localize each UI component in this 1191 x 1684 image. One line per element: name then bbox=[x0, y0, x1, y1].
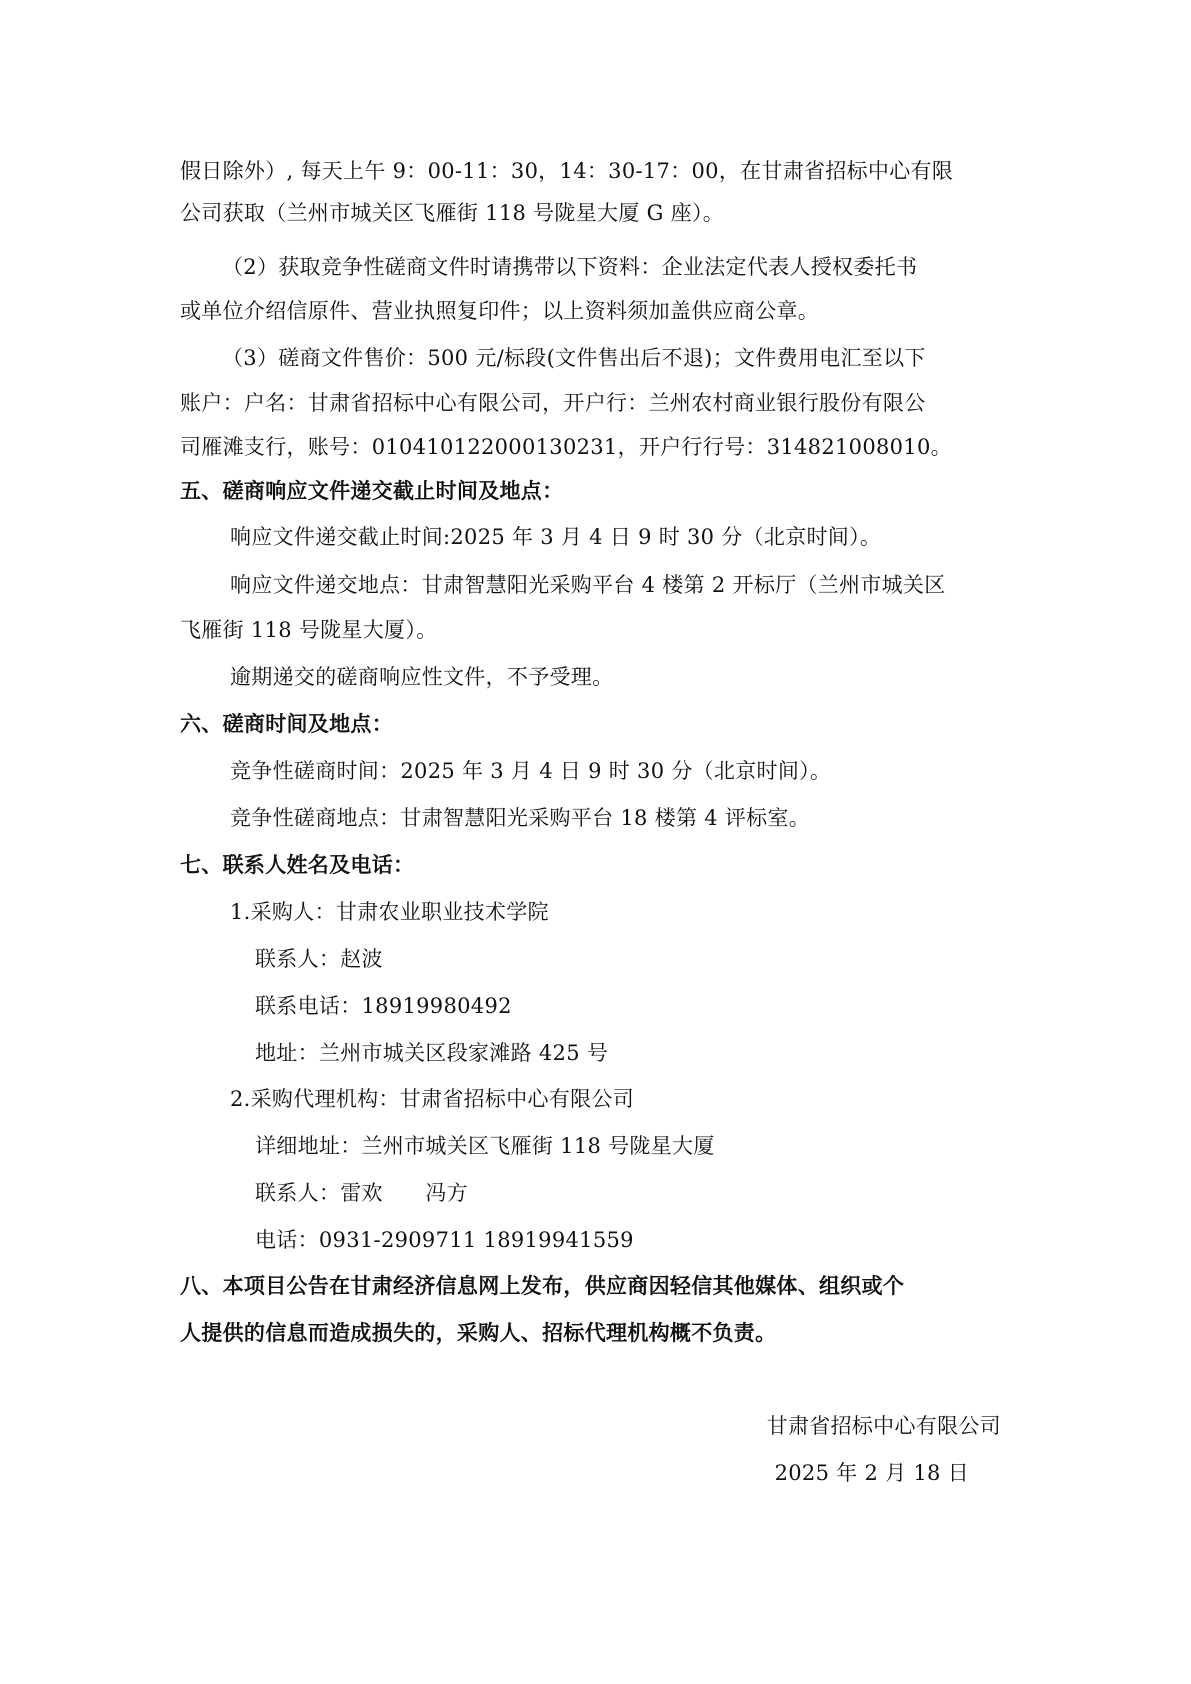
section6-heading: 六、磋商时间及地点： bbox=[180, 712, 393, 736]
section7-agency-phone: 电话：0931-2909711 18919941559 bbox=[255, 1228, 634, 1252]
para3-line3: 司雁滩支行，账号：010410122000130231，开户行行号：314821008010。 bbox=[180, 435, 952, 459]
section7-agency-address: 详细地址：兰州市城关区飞雁街 118 号陇星大厦 bbox=[255, 1134, 715, 1158]
section5-deadline: 响应文件递交截止时间:2025 年 3 月 4 日 9 时 30 分（北京时间）。 bbox=[230, 525, 882, 549]
para2-line2: 或单位介绍信原件、营业执照复印件；以上资料须加盖供应商公章。 bbox=[180, 299, 819, 323]
section5-late-notice: 逾期递交的磋商响应性文件，不予受理。 bbox=[230, 665, 614, 689]
para3-line2: 账户：户名：甘肃省招标中心有限公司，开户行：兰州农村商业银行股份有限公 bbox=[180, 391, 926, 415]
section6-place: 竞争性磋商地点：甘肃智慧阳光采购平台 18 楼第 4 评标室。 bbox=[230, 806, 811, 830]
para2-line1: （2）获取竞争性磋商文件时请携带以下资料：企业法定代表人授权委托书 bbox=[222, 255, 918, 279]
signature-org: 甘肃省招标中心有限公司 bbox=[766, 1414, 1001, 1438]
section7-heading: 七、联系人姓名及电话： bbox=[180, 853, 415, 877]
section8-line1: 八、本项目公告在甘肃经济信息网上发布，供应商因轻信其他媒体、组织或个 bbox=[180, 1274, 905, 1298]
signature-date: 2025 年 2 月 18 日 bbox=[774, 1461, 969, 1485]
section6-time: 竞争性磋商时间：2025 年 3 月 4 日 9 时 30 分（北京时间）。 bbox=[230, 759, 832, 783]
para1-line1: 假日除外）, 每天上午 9：00-11：30，14：30-17：00，在甘肃省招标中心有限 bbox=[180, 159, 954, 183]
section5-location-line1: 响应文件递交地点：甘肃智慧阳光采购平台 4 楼第 2 开标厅（兰州市城关区 bbox=[230, 573, 946, 597]
section7-agency-contact: 联系人：雷欢 冯方 bbox=[255, 1181, 468, 1205]
para3-line1: （3）磋商文件售价：500 元/标段(文件售出后不退)；文件费用电汇至以下 bbox=[222, 346, 926, 370]
section7-agency: 2.采购代理机构：甘肃省招标中心有限公司 bbox=[230, 1087, 635, 1111]
section7-purchaser-address: 地址：兰州市城关区段家滩路 425 号 bbox=[255, 1041, 609, 1065]
para1-line2: 公司获取（兰州市城关区飞雁街 118 号陇星大厦 G 座）。 bbox=[180, 201, 725, 225]
section7-purchaser-phone: 联系电话：18919980492 bbox=[255, 994, 512, 1018]
section5-heading: 五、磋商响应文件递交截止时间及地点： bbox=[180, 479, 564, 503]
section5-location-line2: 飞雁街 118 号陇星大厦）。 bbox=[180, 618, 438, 642]
section7-purchaser: 1.采购人：甘肃农业职业技术学院 bbox=[230, 900, 549, 924]
section8-line2: 人提供的信息而造成损失的，采购人、招标代理机构概不负责。 bbox=[180, 1321, 777, 1345]
section7-purchaser-contact: 联系人：赵波 bbox=[255, 947, 383, 971]
